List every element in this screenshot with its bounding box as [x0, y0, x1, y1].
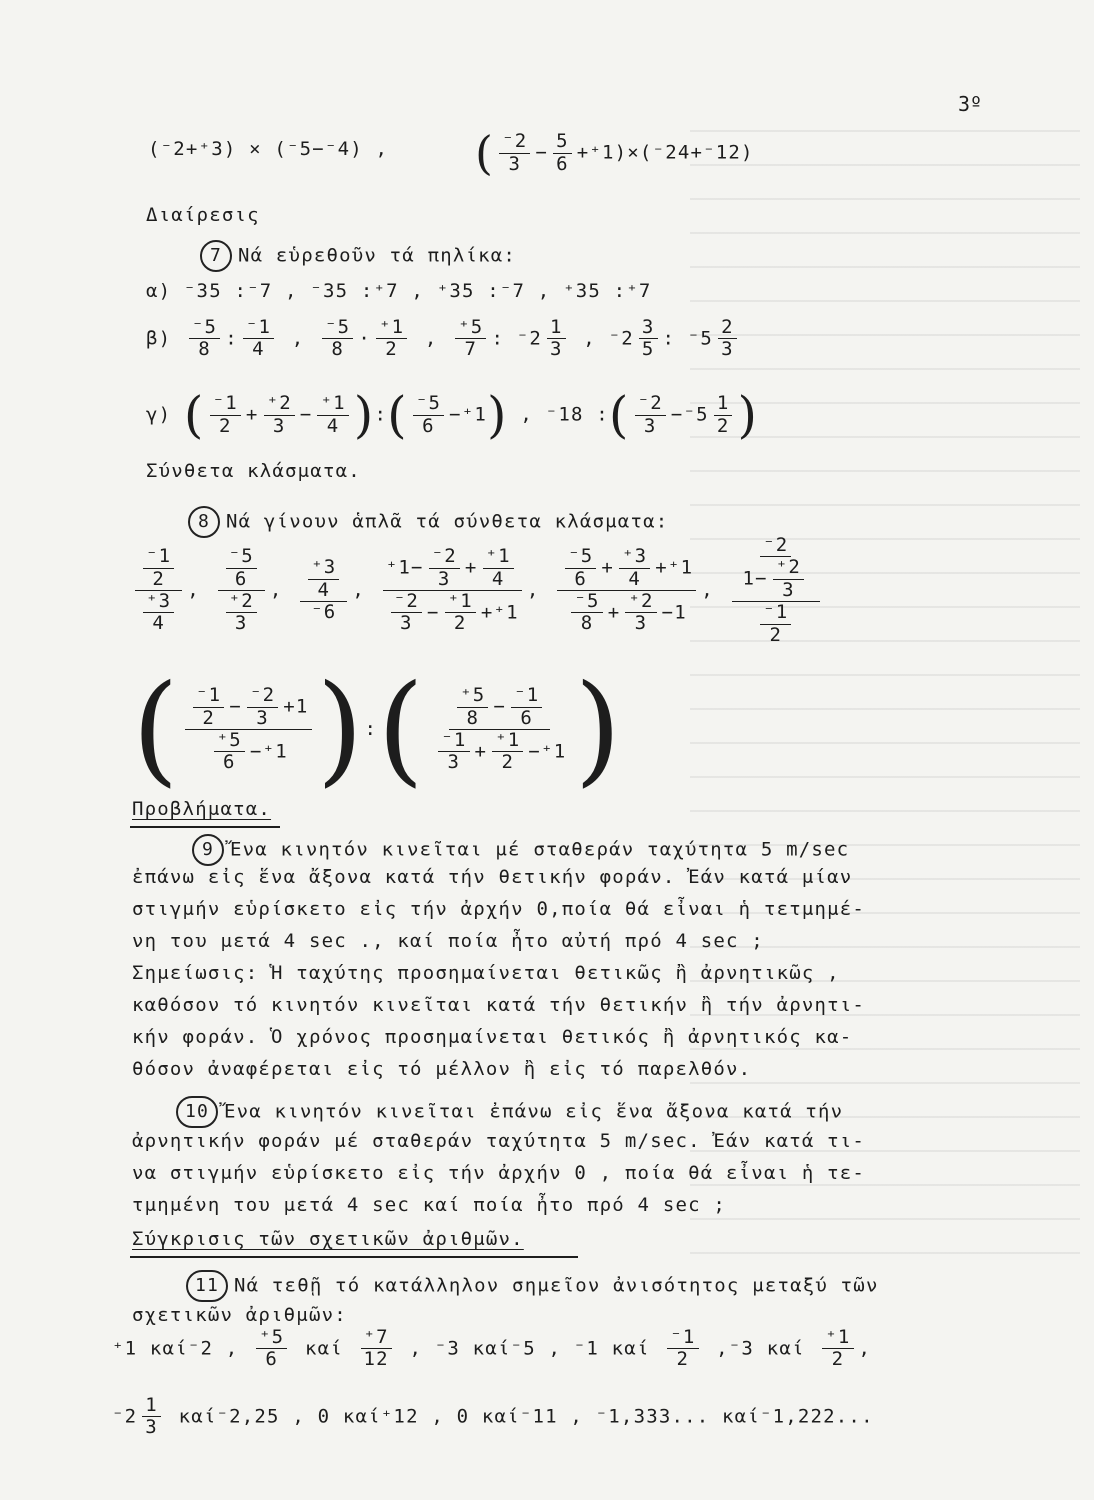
problem-9-line-8: θόσον ἀναφέρεται εἰς τό μέλλον ἢ εἰς τό παρελθόν.: [132, 1058, 752, 1080]
exercise-7-number: 7: [200, 240, 232, 272]
complex-fraction-row: $\frac{\frac{^-1}{2}}{\frac{^+3}{4}}$ , $\frac{\frac{^-5}{6}}{\frac{^+2}{3}}$ , $\frac{\frac{^+3}{4}}{^-6}$ , ⁺1− $\frac{^-2}{3}$ + $\frac{^+1}{4}$ $\frac{^-2}{3}$ − $\frac{^+1}{2}$ +⁺1 , $\frac{^-5}{6}$ + $\frac{^+3}{4}$ +⁺1 $\frac{^-5}{8}$ + $\frac{^+2}{3}$ −1 , ⁻2 1− $\frac{^+2}{3}$ $\frac{^-1}{2}$: [130, 536, 825, 645]
problems-heading: Προβλήματα.: [132, 798, 272, 820]
problem-9-line-6: καθόσον τό κινητόν κινεῖται κατά τήν θετικήν ἢ τήν ἀρνητι-: [132, 994, 866, 1016]
problem-9-number: 9: [192, 834, 224, 866]
heading-rule: [130, 826, 280, 828]
exercise-7-b: β) $\frac{^-5}{8}$ : $\frac{^-1}{4}$ , $\frac{^-5}{8}$ · $\frac{^+1}{2}$ , $\frac{^+5}{7}$ : ⁻2 $\frac{1}{3}$ , ⁻2 $\frac{3}{5}$ : ⁻5 $\frac{2}{3}$: [146, 318, 742, 360]
division-heading: Διαίρεσις: [146, 204, 260, 226]
problem-10-line-4: τμημένη του μετά 4 sec καί ποία ἦτο πρό 4 sec ;: [132, 1194, 727, 1216]
comparison-pairs-row-2: ⁻2 $\frac{1}{3}$ καί⁻2,25 , 0 καί⁺12 , 0 καί⁻11 , ⁻1,333... καί⁻1,222...: [112, 1394, 874, 1439]
complex-fractions-heading: Σύνθετα κλάσματα.: [146, 460, 361, 482]
exercise-8-number: 8: [188, 506, 220, 538]
exercise-11-line-2: σχετικῶν ἀριθμῶν:: [132, 1304, 347, 1326]
page-number: 3º: [958, 92, 983, 116]
exercise-8-instruction: 8 Νά γίνουν ἁπλᾶ τά σύνθετα κλάσματα:: [188, 506, 668, 538]
comparison-heading-rule: [130, 1256, 578, 1258]
problem-10-line-3: να στιγμήν εὑρίσκετο εἰς τήν ἀρχήν 0 , ποία θά εἶναι ἡ τε-: [132, 1162, 866, 1184]
exercise-11-line-1: 11 Νά τεθῇ τό κατάλληλον σημεῖον ἀνισότητος μεταξύ τῶν: [186, 1270, 879, 1302]
problem-9-line-3: στιγμήν εὑρίσκετο εἰς τήν ἀρχήν 0,ποία θά εἶναι ἡ τετμημέ-: [132, 898, 866, 920]
problem-9-line-1: 9 Ἔνα κινητόν κινεῖται μέ σταθεράν ταχύτητα 5 m/sec: [192, 834, 849, 866]
problem-10-number: 10: [176, 1096, 218, 1128]
comparison-pairs-row-1: ⁺1 καί⁻2 , $\frac{^+5}{6}$ καί $\frac{^+7}{12}$ , ⁻3 καί⁻5 , ⁻1 καί $\frac{^-1}{2}$ ,⁻3 καί $\frac{^+1}{2}$ ,: [112, 1326, 872, 1371]
exercise-7-c: γ) ( $\frac{^-1}{2}$ + $\frac{^+2}{3}$ − $\frac{^+1}{4}$ ):( $\frac{^-5}{6}$ −⁺1) , ⁻18 :( $\frac{^-2}{3}$ −⁻5 $\frac{1}{2}$ ): [146, 386, 759, 444]
exercise-7-instruction: 7 Νά εὑρεθοῦν τά πηλίκα:: [200, 240, 516, 272]
exercise-11-number: 11: [186, 1270, 228, 1302]
problem-9-line-5: Σημείωσις: Ἡ ταχύτης προσημαίνεται θετικῶς ἢ ἀρνητικῶς ,: [132, 962, 840, 984]
multiplication-expression-1: (⁻2+⁺3) × (⁻5−⁻4) ,: [148, 138, 389, 160]
complex-quotient: ( $\frac{^-1}{2}$ − $\frac{^-2}{3}$ +1 $\frac{^+5}{6}$ −⁺1 ):( $\frac{^+5}{8}$ − $\frac{^-1}{6}$ $\frac{^-1}{3}$ + $\frac{^+1}{2}$ −⁺1 ): [132, 660, 623, 799]
exercise-7-a: α) ⁻35 :⁻7 , ⁻35 :⁺7 , ⁺35 :⁻7 , ⁺35 :⁺7: [146, 280, 652, 302]
problem-9-line-2: ἐπάνω εἰς ἕνα ἄξονα κατά τήν θετικήν φοράν. Ἐάν κατά μίαν: [132, 866, 853, 888]
problem-10-line-2: ἀρνητικήν φοράν μέ σταθεράν ταχύτητα 5 m/sec. Ἐάν κατά τι-: [132, 1130, 866, 1152]
problem-9-line-4: νη του μετά 4 sec ., καί ποία ἦτο αὐτή πρό 4 sec ;: [132, 930, 764, 952]
problem-9-line-7: κήν φοράν. Ὁ χρόνος προσημαίνεται θετικός ἢ ἀρνητικός κα-: [132, 1026, 853, 1048]
comparison-heading: Σύγκρισις τῶν σχετικῶν ἀριθμῶν.: [132, 1228, 524, 1250]
problem-10-line-1: 10 Ἔνα κινητόν κινεῖται ἐπάνω εἰς ἕνα ἄξονα κατά τήν: [176, 1096, 843, 1128]
multiplication-expression-2: ( $\frac{^-2}{3}$ − $\frac{5}{6}$ +⁺1)×(⁻24+⁻12): [475, 126, 754, 180]
